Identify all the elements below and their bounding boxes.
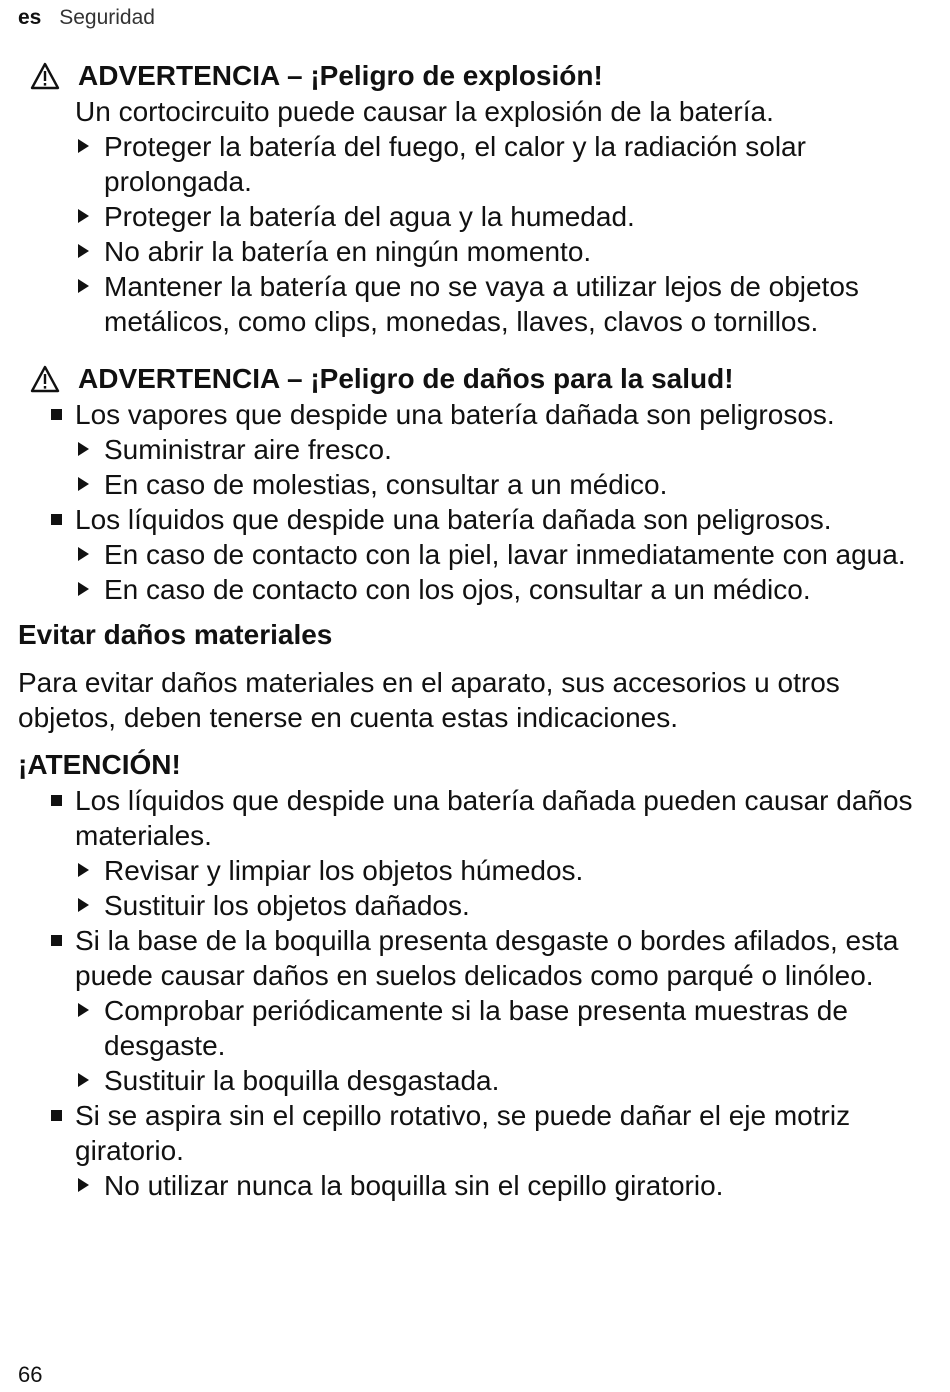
action-item: Revisar y limpiar los objetos húmedos. [75,853,943,888]
warning-title-text: ADVERTENCIA – ¡Peligro de explosión! [78,60,603,91]
bullet-square-icon [51,514,62,525]
action-item: Sustituir los objetos dañados. [75,888,943,923]
arrow-icon [78,244,89,258]
arrow-icon [78,139,89,153]
arrow-icon [78,477,89,491]
warning-title-text: ADVERTENCIA – ¡Peligro de daños para la salud! [78,363,734,394]
action-item: Suministrar aire fresco. [75,432,943,467]
arrow-icon [78,279,89,293]
arrow-icon [78,209,89,223]
action-item: Proteger la batería del fuego, el calor y la radiación solar prolongada. [18,129,943,199]
warning-text: Un cortocircuito puede causar la explosión de la batería. [75,96,774,127]
arrow-icon [78,1178,89,1192]
bullet-item: Si se aspira sin el cepillo rotativo, se puede dañar el eje motriz giratorio. No utilizar nunca la boquilla sin el cepillo giratorio. [18,1098,943,1203]
arrow-icon [78,547,89,561]
arrow-icon [78,1003,89,1017]
action-item: No utilizar nunca la boquilla sin el cepillo giratorio. [75,1168,943,1203]
warning-title [18,361,943,397]
bullet-item: Los vapores que despide una batería dañada son peligrosos. Suministrar aire fresco. En caso de molestias, consultar a un médico. [18,397,943,502]
bullet-square-icon [51,935,62,946]
section-heading: Evitar daños materiales [18,619,333,650]
intro-paragraph: Para evitar daños materiales en el aparato, sus accesorios u otros objetos, deben tenerse en cuenta estas indicaciones. [18,667,840,733]
bullet-item: Los líquidos que despide una batería dañada son peligrosos. En caso de contacto con la piel, lavar inmediatamente con agua. En caso de contacto con los ojos, consultar a un médico. [18,502,943,607]
action-item: No abrir la batería en ningún momento. [18,234,943,269]
bullet-item: Los líquidos que despide una batería dañada pueden causar daños materiales. Revisar y limpiar los objetos húmedos. Sustituir los objetos dañados. [18,783,943,923]
page-number: 66 [18,1362,43,1387]
warning-health [18,361,943,607]
warning-explosion [18,58,943,339]
warning-triangle-icon [30,365,60,393]
action-item: Proteger la batería del agua y la humedad. [18,199,943,234]
action-item: Mantener la batería que no se vaya a utilizar lejos de objetos metálicos, como clips, monedas, llaves, clavos o tornillos. [18,269,943,339]
arrow-icon [78,863,89,877]
arrow-icon [78,1073,89,1087]
action-item: Comprobar periódicamente si la base presenta muestras de desgaste. [75,993,943,1063]
bullet-square-icon [51,1110,62,1121]
attention-label: ¡ATENCIÓN! [18,749,181,780]
action-item: Sustituir la boquilla desgastada. [75,1063,943,1098]
warning-title [18,58,943,94]
bullet-square-icon [51,409,62,420]
arrow-icon [78,898,89,912]
warning-triangle-icon [30,62,60,90]
bullet-square-icon [51,795,62,806]
action-item: En caso de molestias, consultar a un médico. [75,467,943,502]
action-item: En caso de contacto con la piel, lavar inmediatamente con agua. [75,537,943,572]
bullet-item: Si la base de la boquilla presenta desgaste o bordes afilados, esta puede causar daños en suelos delicados como parqué o linóleo. Comprobar periódicamente si la base presenta muestras de desgaste. Sustituir la boquilla desgastada. [18,923,943,1098]
action-item: En caso de contacto con los ojos, consultar a un médico. [75,572,943,607]
arrow-icon [78,582,89,596]
section-title: Seguridad [59,6,155,29]
arrow-icon [78,442,89,456]
language-code: es [18,6,42,29]
page-content [18,58,943,1203]
page-header [18,6,155,30]
